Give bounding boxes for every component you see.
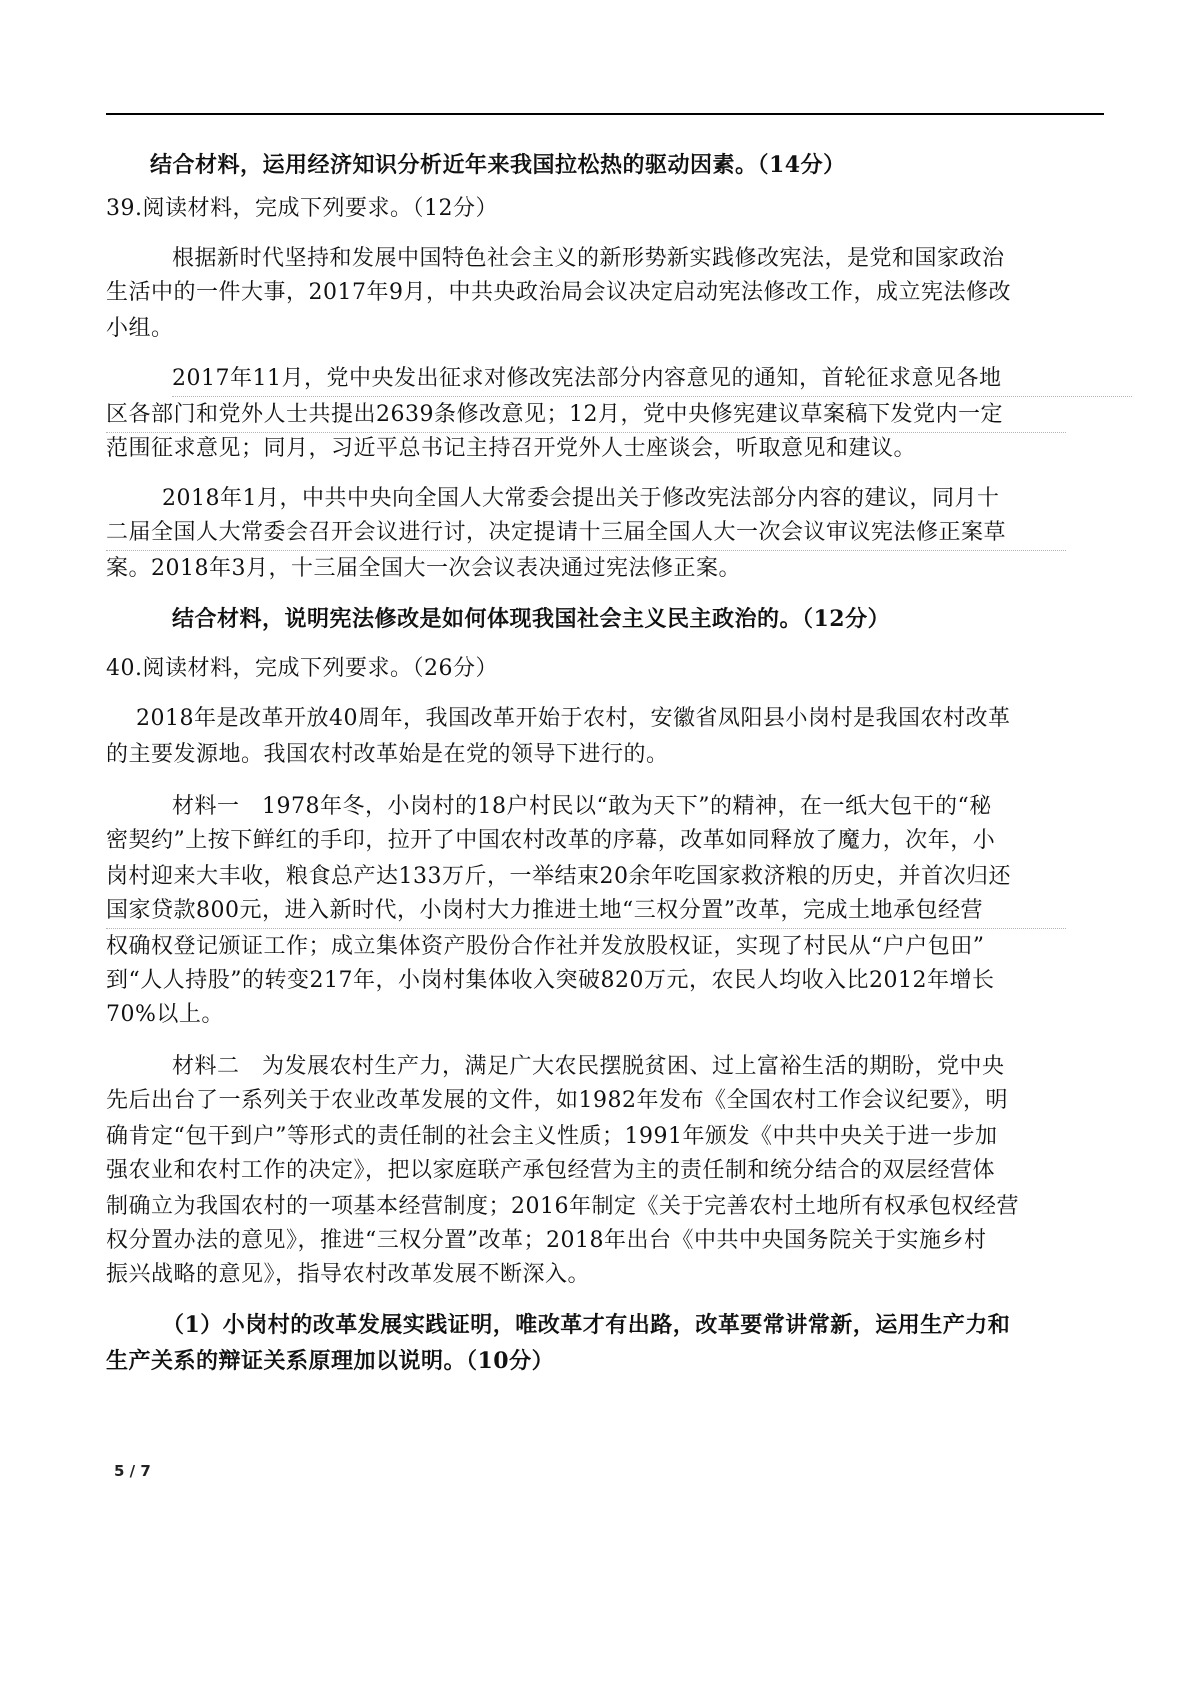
material-2-line-5: 制确立为我国农村的一项基本经营制度；2016年制定《关于完善农村土地所有权承包权经营 (106, 1194, 1019, 1219)
q39-paragraph-3-line-1: 2018年1月，中共中央向全国人大常委会提出关于修改宪法部分内容的建议，同月十 (162, 486, 1000, 511)
q40-intro-line-1: 2018年是改革开放40周年，我国改革开始于农村，安徽省凤阳县小岗村是我国农村改革 (136, 706, 1011, 731)
q40-intro-line-2: 的主要发源地。我国农村改革始是在党的领导下进行的。 (106, 742, 669, 767)
question-40-title: 40.阅读材料，完成下列要求。（26分） (106, 656, 498, 681)
material-1-line-2: 密契约”上按下鲜红的手印，拉开了中国农村改革的序幕，改革如同释放了魔力，次年，小 (106, 828, 996, 853)
q39-paragraph-2-line-3: 范围征求意见；同月，习近平总书记主持召开党外人士座谈会，听取意见和建议。 (106, 436, 917, 461)
material-1-line-7: 70%以上。 (106, 1002, 224, 1027)
material-2-line-2: 先后出台了一系列关于农业改革发展的文件，如1982年发布《全国农村工作会议纪要》，明 (106, 1088, 1008, 1113)
q39-paragraph-3-line-2: 二届全国人大常委会召开会议进行讨，决定提请十三届全国人大一次会议审议宪法修正案草 (106, 516, 1066, 551)
material-2-line-3: 确肯定“包干到户”等形式的责任制的社会主义性质；1991年颁发《中共中央关于进一步加 (106, 1124, 998, 1149)
question-40-part-1-line-2: 生产关系的辩证关系原理加以说明。（10分） (106, 1348, 555, 1374)
material-1-line-1: 材料一 1978年冬，小岗村的18户村民以“敢为天下”的精神，在一纸大包干的“秘 (172, 794, 992, 819)
material-2-line-4: 强农业和农村工作的决定》，把以家庭联产承包经营为主的责任制和统分结合的双层经营体 (106, 1158, 996, 1183)
material-2-line-6: 权分置办法的意见》，推进“三权分置”改革；2018年出台《中共中央国务院关于实施乡村 (106, 1228, 987, 1253)
q39-paragraph-1-line-2: 生活中的一件大事，2017年9月，中共央政治局会议决定启动宪法修改工作，成立宪法修改 (106, 280, 1011, 305)
q39-paragraph-3-line-3: 案。2018年3月，十三届全国大一次会议表决通过宪法修正案。 (106, 556, 741, 581)
q39-paragraph-2-line-1: 2017年11月，党中央发出征求对修改宪法部分内容意见的通知，首轮征求意见各地 (172, 362, 1132, 397)
material-1-line-6: 到“人人持股”的转变217年，小岗村集体收入突破820万元，农民人均收入比2012年增长 (106, 968, 995, 993)
q39-paragraph-1-line-3: 小组。 (106, 316, 174, 341)
material-1-line-3: 岗村迎来大丰收，粮食总产达133万斤，一举结束20余年吃国家救济粮的历史，并首次归还 (106, 864, 1011, 889)
question-39-prompt: 结合材料，说明宪法修改是如何体现我国社会主义民主政治的。（12分） (172, 606, 891, 632)
material-2-line-7: 振兴战略的意见》，指导农村改革发展不断深入。 (106, 1262, 591, 1287)
question-38-prompt: 结合材料，运用经济知识分析近年来我国拉松热的驱动因素。（14分） (150, 152, 846, 178)
q39-paragraph-1-line-1: 根据新时代坚持和发展中国特色社会主义的新形势新实践修改宪法，是党和国家政治 (172, 246, 1005, 271)
page-number: 5 / 7 (114, 1462, 151, 1480)
material-1-line-5: 权确权登记颁证工作；成立集体资产股份合作社并发放股权证，实现了村民从“户户包田” (106, 934, 985, 959)
material-2-line-1: 材料二 为发展农村生产力，满足广大农民摆脱贫困、过上富裕生活的期盼，党中央 (172, 1054, 1005, 1079)
header-rule (106, 113, 1104, 115)
question-39-title: 39.阅读材料，完成下列要求。（12分） (106, 196, 498, 221)
q39-paragraph-2-line-2: 区各部门和党外人士共提出2639条修改意见；12月，党中央修宪建议草案稿下发党内一定 (106, 398, 1066, 433)
question-40-part-1-line-1: （1）小岗村的改革发展实践证明，唯改革才有出路，改革要常讲常新，运用生产力和 (162, 1312, 1011, 1338)
material-1-line-4: 国家贷款800元，进入新时代，小岗村大力推进土地“三权分置”改革，完成土地承包经营 (106, 894, 1066, 929)
